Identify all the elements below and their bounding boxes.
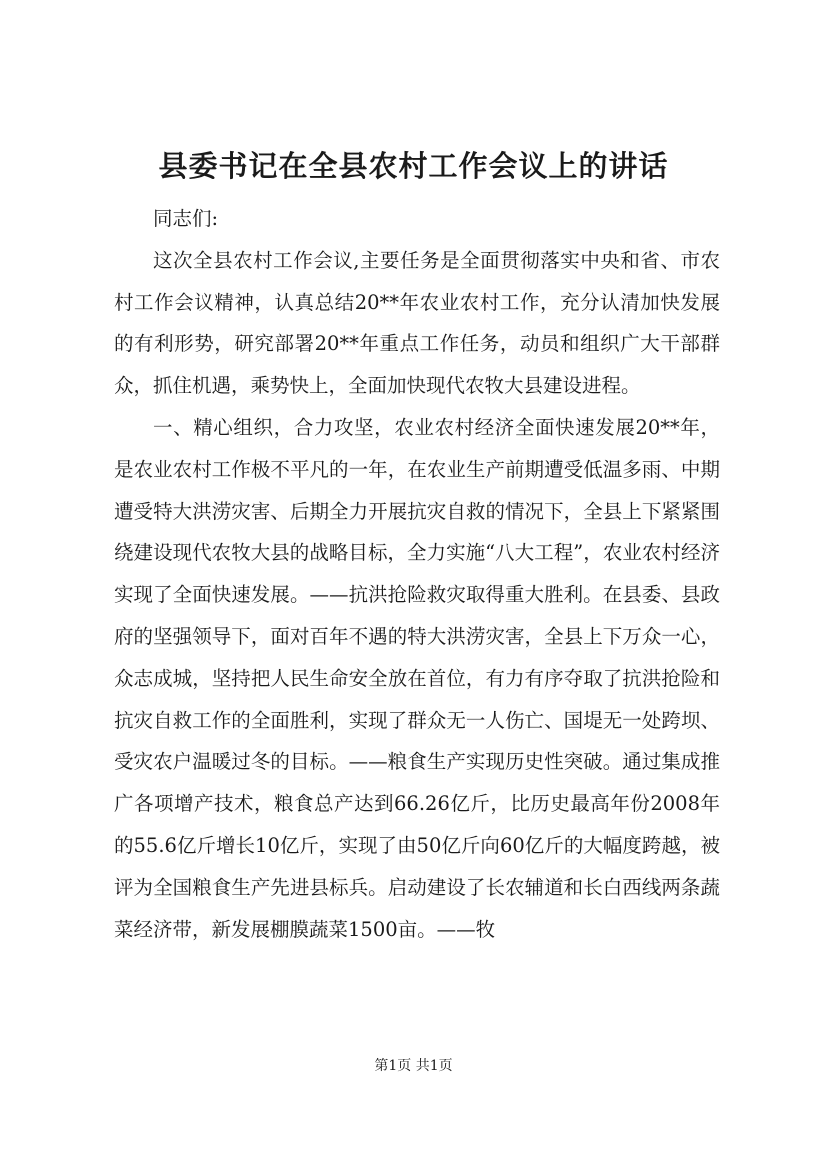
page-footer: 第1页 共1页 [374,1058,453,1074]
document-title: 县委书记在全县农村工作会议上的讲话 [158,149,669,183]
salutation: 同志们: [153,207,219,230]
paragraph-intro: 这次全县农村工作会议,主要任务是全面贯彻落实中央和省、市农村工作会议精神，认真总结20**年农业农村工作，充分认清加快发展的有利形势，研究部署20**年重点工作任务，动员和组织广大干部群众，抓住机遇，乘势快上，全面加快现代农牧大县建设进程。 [114,248,720,398]
document-body [114,198,720,950]
paragraph-section-one: 一、精心组织，合力攻坚，农业农村经济全面快速发展20**年，是农业农村工作极不平凡的一年，在农业生产前期遭受低温多雨、中期遭受特大洪涝灾害、后期全力开展抗灾自救的情况下，全县上下紧紧围绕建设现代农牧大县的战略目标，全力实施“八大工程”，农业农村经济实现了全面快速发展。——抗洪抢险救灾取得重大胜利。在县委、县政府的坚强领导下，面对百年不遇的特大洪涝灾害，全县上下万众一心，众志成城，坚持把人民生命安全放在首位，有力有序夺取了抗洪抢险和抗灾自救工作的全面胜利，实现了群众无一人伤亡、国堤无一处跨坝、受灾农户温暖过冬的目标。——粮食生产实现历史性突破。通过集成推广各项增产技术，粮食总产达到66.26亿斤，比历史最高年份2008年的55.6亿斤增长10亿斤，实现了由50亿斤向60亿斤的大幅度跨越，被评为全国粮食生产先进县标兵。启动建设了长农辅道和长白西线两条蔬菜经济带，新发展棚膜蔬菜1500亩。——牧 [114,415,720,941]
